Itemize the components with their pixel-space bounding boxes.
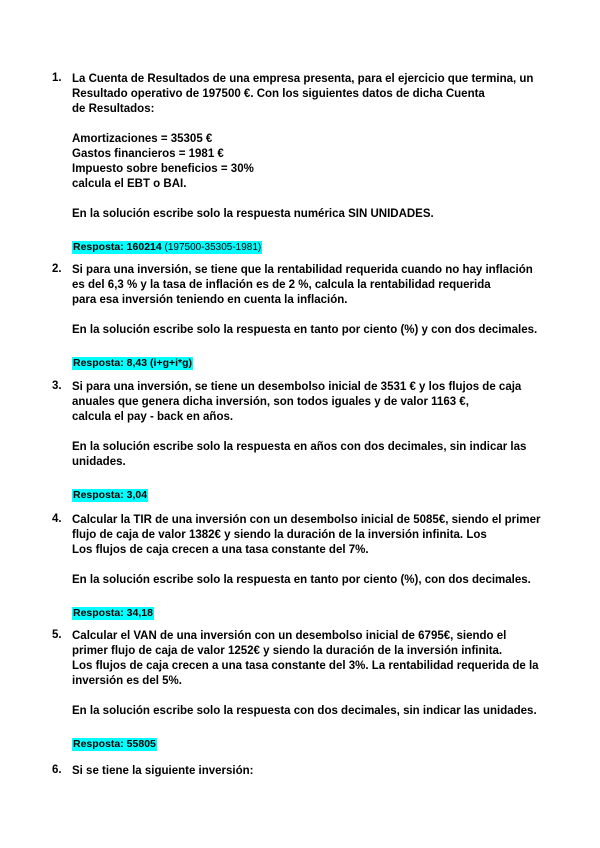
data-line: calcula el EBT o BAI. <box>72 178 187 190</box>
question-text-line: para esa inversión teniendo en cuenta la inflación. <box>72 294 348 306</box>
answer-note: (197500-35305-1981) <box>161 242 262 253</box>
question-number: 3. <box>52 380 62 392</box>
answer-highlight <box>72 738 157 751</box>
question-text-line: Los flujos de caja crecen a una tasa constante del 3%. La rentabilidad requerida de la <box>72 660 539 672</box>
question-text-line: Si se tiene la siguiente inversión: <box>72 765 254 777</box>
answer-highlight <box>72 241 262 254</box>
question-text-line: Si para una inversión, se tiene que la rentabilidad requerida cuando no hay inflación <box>72 264 533 276</box>
question-text-line: de Resultados: <box>72 103 155 115</box>
question-text-line: calcula el pay - back en años. <box>72 411 234 423</box>
question-text-line: Si para una inversión, se tiene un desembolso inicial de 3531 € y los flujos de caja <box>72 381 522 393</box>
question-body <box>72 629 539 752</box>
answer-label: Resposta: 160214 <box>73 241 162 253</box>
question-number: 1. <box>52 72 62 84</box>
data-line: Impuesto sobre beneficios = 30% <box>72 163 254 175</box>
instruction-line: En la solución escribe solo la respuesta en tanto por ciento (%) y con dos decimales. <box>72 324 538 336</box>
question-body <box>72 263 538 371</box>
question-body <box>72 380 532 503</box>
instruction-line: En la solución escribe solo la respuesta en tanto por ciento (%), con dos decimales. <box>72 574 531 586</box>
question-text-line: Los flujos de caja crecen a una tasa constante del 7%. <box>72 544 369 556</box>
data-line: Gastos financieros = 1981 € <box>72 148 224 160</box>
question-text-line: anuales que genera dicha inversión, son todos iguales y de valor 1163 €, <box>72 396 469 408</box>
answer-highlight <box>72 489 148 502</box>
question-body <box>72 513 541 621</box>
question-body <box>72 72 532 255</box>
question-text-line: flujo de caja de valor 1382€ y siendo la duración de la inversión infinita. Los <box>72 529 487 541</box>
instruction-line: unidades. <box>72 456 126 468</box>
question-text-line: Calcular el VAN de una inversión con un desembolso inicial de 6795€, siendo el <box>72 630 507 642</box>
question-number: 4. <box>52 513 62 525</box>
question-text-line: primer flujo de caja de valor 1252€ y siendo la duración de la inversión infinita. <box>72 645 503 657</box>
instruction-line: En la solución escribe solo la respuesta en años con dos decimales, sin indicar las <box>72 441 527 453</box>
question-text-line: Resultado operativo de 197500 €. Con los siguientes datos de dicha Cuenta <box>72 88 485 100</box>
answer-highlight <box>72 607 154 620</box>
question-number: 2. <box>52 263 62 275</box>
instruction-line: En la solución escribe solo la respuesta con dos decimales, sin indicar las unidades. <box>72 705 537 717</box>
question-number: 5. <box>52 629 62 641</box>
question-text-line: Calcular la TIR de una inversión con un desembolso inicial de 5085€, siendo el primer <box>72 514 541 526</box>
question-number: 6. <box>52 764 62 776</box>
question-text-line: inversión es del 5%. <box>72 675 182 687</box>
question-body <box>72 764 532 779</box>
question-text-line: es del 6,3 % y la tasa de inflación es de 2 %, calcula la rentabilidad requerida <box>72 279 491 291</box>
answer-label: Resposta: 3,04 <box>73 489 148 501</box>
answer-label: Resposta: 34,18 <box>73 607 153 619</box>
question-text-line: La Cuenta de Resultados de una empresa presenta, para el ejercicio que termina, un <box>72 73 534 85</box>
answer-highlight <box>72 357 193 370</box>
data-line: Amortizaciones = 35305 € <box>72 133 213 145</box>
instruction-line: En la solución escribe solo la respuesta numérica SIN UNIDADES. <box>72 208 434 220</box>
answer-label: Resposta: 8,43 (i+g+i*g) <box>73 357 193 369</box>
answer-label: Resposta: 55805 <box>73 738 156 750</box>
